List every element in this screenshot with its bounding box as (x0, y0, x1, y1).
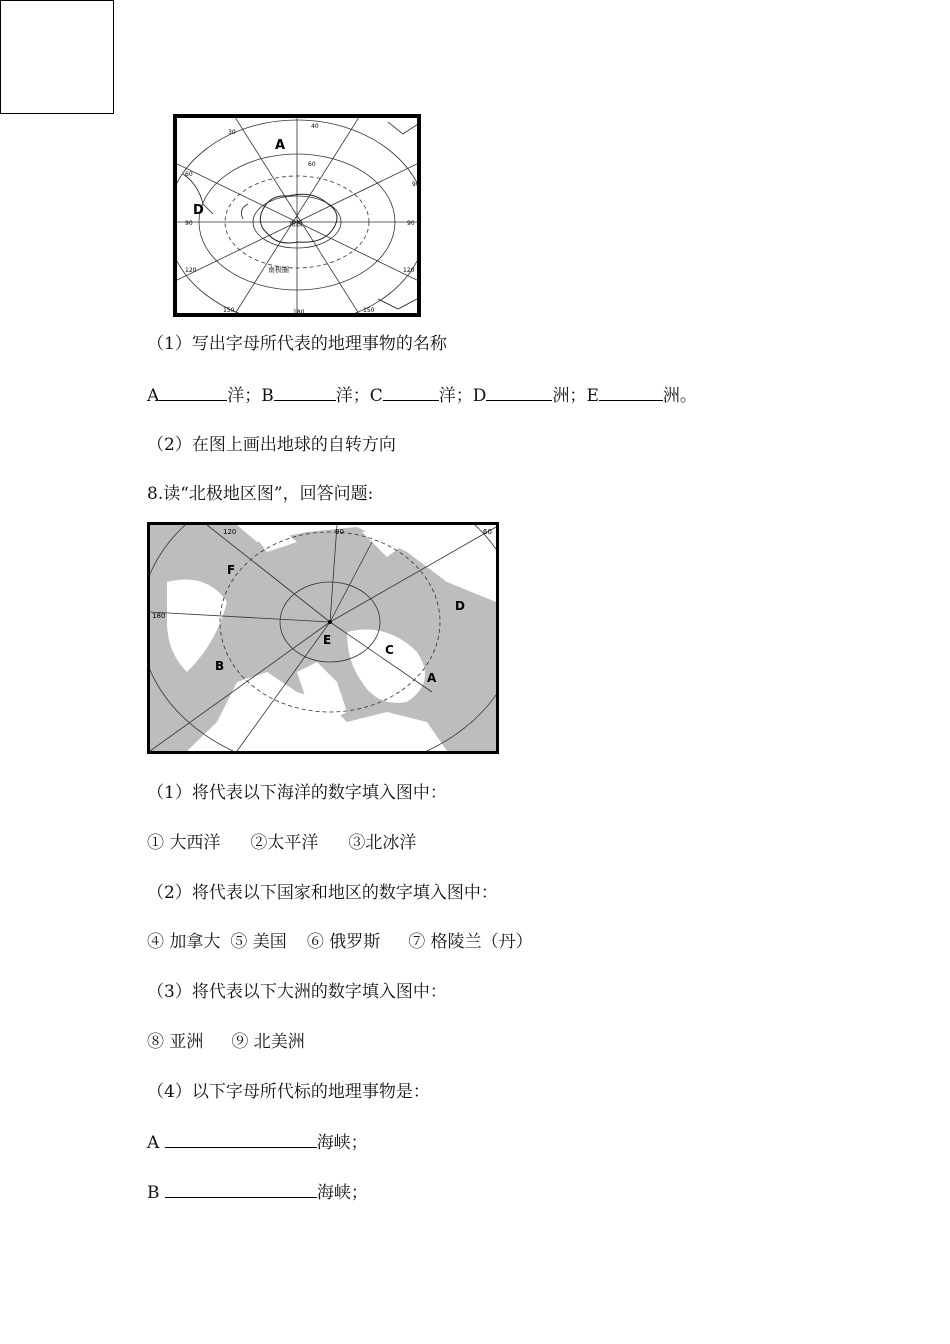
tick: 90 (407, 220, 415, 227)
q8-countries-line (147, 931, 533, 953)
q7-blanks-line (147, 384, 697, 407)
country-greenland: ⑦ 格陵兰（丹） (408, 932, 533, 952)
label-a: A (147, 386, 160, 406)
q8-title: 8.读“北极地区图”，回答问题: (147, 484, 374, 504)
strait-b-label: B (147, 1183, 160, 1203)
strait-b-suffix: 海峡； (316, 1183, 368, 1203)
suffix-a: 洋； (227, 386, 262, 406)
strait-a-line (147, 1131, 368, 1154)
q7-part2: （2）在图上画出地球的自转方向 (147, 435, 396, 455)
blank-strait-b[interactable] (165, 1181, 317, 1198)
blank-c[interactable] (383, 384, 439, 401)
map-label-circle: 南极圈 (268, 266, 289, 274)
map-label-pole: 南极 (289, 220, 303, 228)
corner-box (0, 0, 114, 114)
label-c: C (369, 386, 383, 406)
map-tick-60: 60 (483, 528, 492, 536)
continent-north-america: ⑨ 北美洲 (231, 1032, 305, 1052)
arctic-map (147, 522, 499, 754)
map-label-d: D (193, 203, 204, 218)
map-label-f: F (227, 563, 236, 577)
tick: 150 (363, 307, 375, 314)
tick: 120 (403, 267, 415, 274)
blank-d[interactable] (486, 384, 552, 401)
q8-part2: （2）将代表以下国家和地区的数字填入图中： (147, 883, 498, 903)
ocean-pacific: ②太平洋 (250, 833, 319, 853)
label-e: E (586, 386, 599, 406)
ocean-atlantic: ① 大西洋 (147, 833, 221, 853)
q8-continents-line (147, 1031, 305, 1053)
map-tick-180: 180 (152, 612, 166, 620)
tick: 90 (412, 181, 420, 188)
tick: 120 (185, 267, 197, 274)
map-label-c: C (385, 643, 394, 657)
q7-part1: （1）写出字母所代表的地理事物的名称 (147, 334, 447, 354)
tick: 150 (223, 307, 235, 314)
blank-strait-a[interactable] (165, 1131, 317, 1148)
tick: 30 (228, 129, 236, 136)
tick: 40 (311, 123, 319, 130)
map-label-a: A (275, 138, 286, 153)
label-d: D (472, 386, 487, 406)
map-label-b: B (215, 659, 225, 673)
map-tick-120: 120 (223, 528, 237, 536)
map-label-d: D (455, 599, 465, 613)
q8-part4: （4）以下字母所代标的地理事物是： (147, 1082, 430, 1102)
q8-part1: （1）将代表以下海洋的数字填入图中： (147, 783, 447, 803)
antarctic-map (173, 114, 421, 317)
tick: 90 (185, 220, 193, 227)
map-label-a: A (427, 671, 437, 685)
blank-a[interactable] (159, 384, 227, 401)
country-canada: ④ 加拿大 (147, 932, 221, 952)
q8-part3: （3）将代表以下大洲的数字填入图中： (147, 982, 447, 1002)
strait-b-line (147, 1181, 368, 1204)
strait-a-suffix: 海峡； (316, 1133, 368, 1153)
tick: 60 (308, 161, 316, 168)
country-usa: ⑤ 美国 (230, 932, 287, 952)
suffix-b: 洋； (335, 386, 370, 406)
strait-a-label: A (147, 1133, 160, 1153)
blank-e[interactable] (599, 384, 663, 401)
tick: 180 (293, 309, 305, 316)
label-b: B (261, 386, 274, 406)
continent-asia: ⑧ 亚洲 (147, 1032, 204, 1052)
map-label-e: E (323, 633, 332, 647)
q8-oceans-line (147, 832, 416, 854)
suffix-d: 洲； (552, 386, 587, 406)
suffix-e: 洲。 (662, 386, 697, 406)
map-tick-90: 90 (335, 528, 344, 536)
blank-b[interactable] (274, 384, 336, 401)
tick: 60 (185, 171, 193, 178)
ocean-arctic: ③北冰洋 (348, 833, 417, 853)
country-russia: ⑥ 俄罗斯 (306, 932, 381, 952)
suffix-c: 洋； (438, 386, 473, 406)
